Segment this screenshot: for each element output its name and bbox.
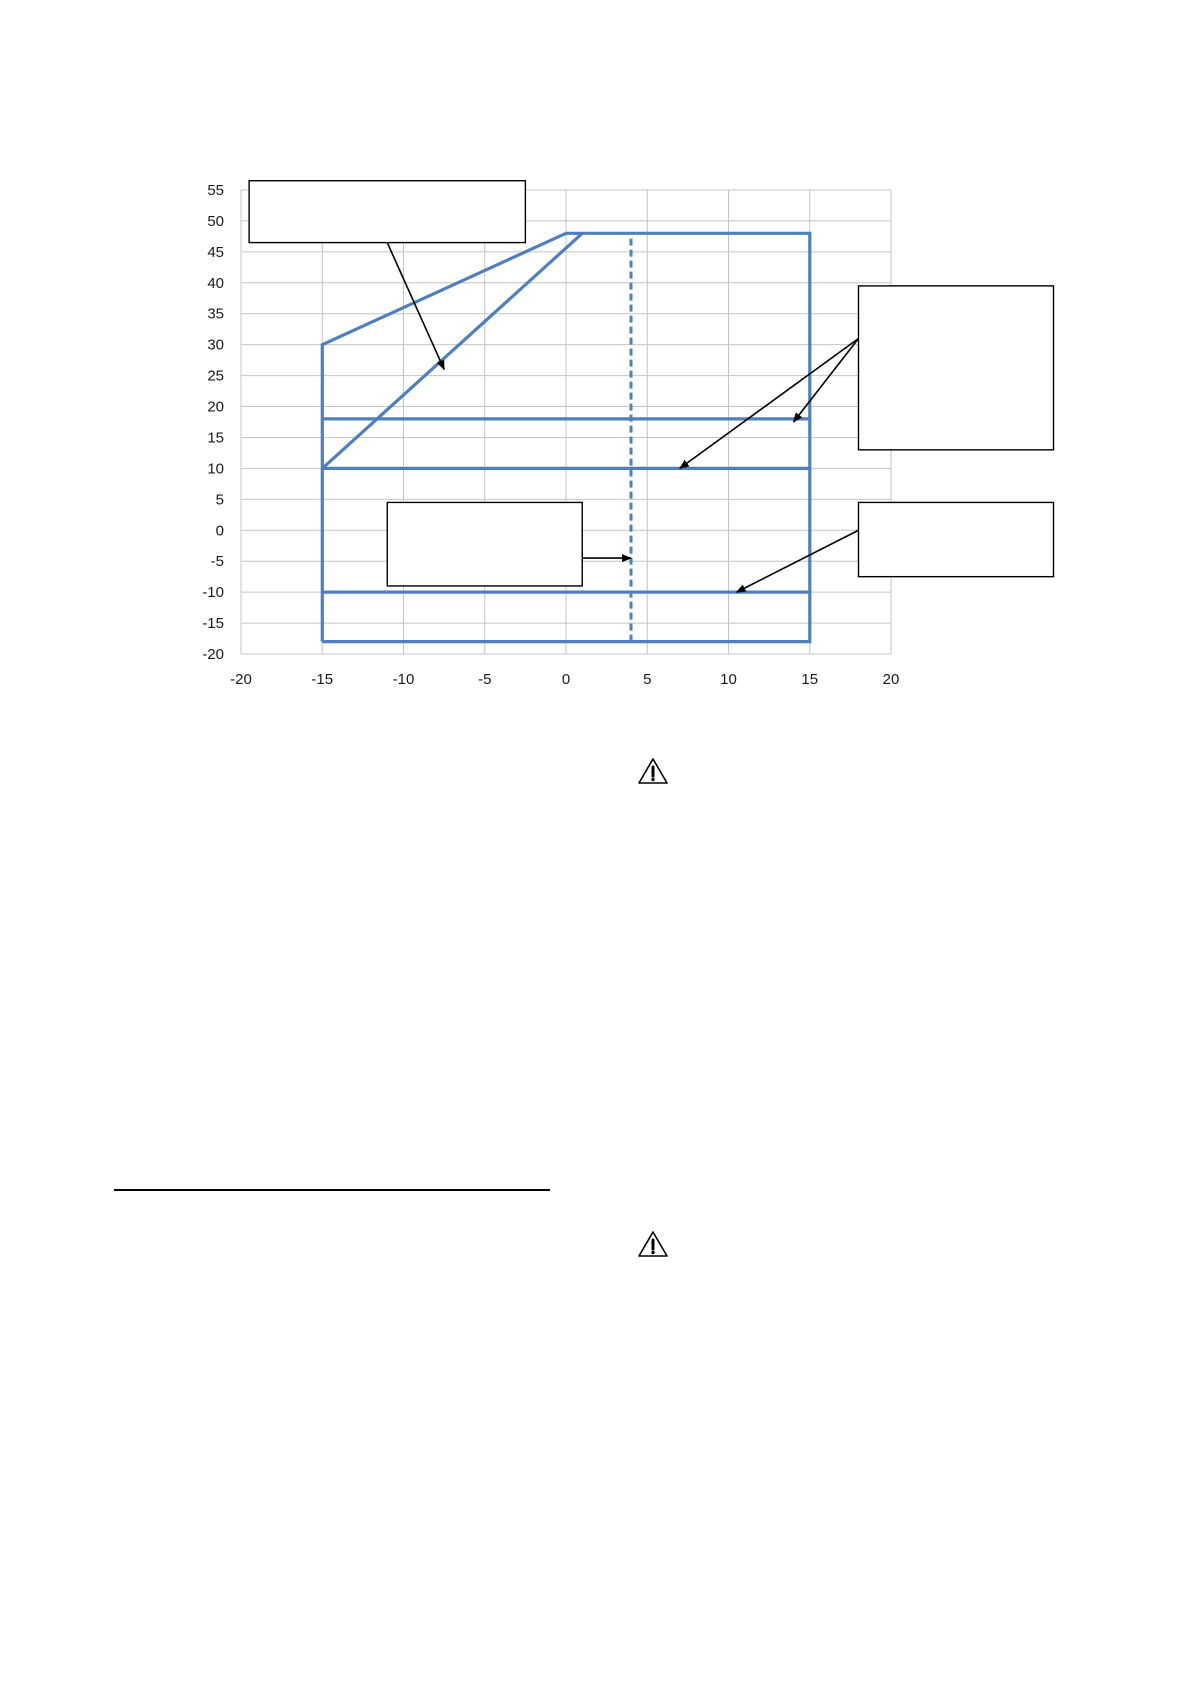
callout-arrow	[387, 243, 444, 370]
chart	[0, 0, 1192, 760]
x-tick-label: -5	[478, 671, 492, 688]
x-tick-label: 20	[882, 671, 900, 688]
tick-labels	[202, 182, 899, 688]
callout-arrow	[680, 338, 859, 468]
callout-box	[387, 502, 582, 586]
callout-1	[249, 181, 525, 370]
callout-3	[737, 502, 1054, 592]
callout-box	[859, 502, 1054, 576]
section-divider	[114, 1189, 550, 1191]
y-tick-label: 5	[215, 491, 224, 509]
y-tick-label: 40	[207, 274, 224, 292]
x-tick-label: -10	[392, 671, 415, 688]
callout-box	[249, 181, 525, 243]
callout-4	[387, 502, 631, 586]
callout-box	[859, 286, 1054, 450]
y-tick-label: 35	[207, 305, 224, 323]
y-tick-label: 10	[207, 460, 224, 478]
x-tick-label: -20	[230, 671, 252, 688]
y-tick-label: -20	[202, 646, 224, 663]
y-tick-label: 0	[215, 522, 224, 540]
y-tick-label: 25	[207, 367, 224, 385]
y-tick-label: 50	[207, 212, 224, 230]
y-tick-label: 15	[207, 429, 224, 447]
y-tick-label: 30	[207, 336, 224, 354]
y-tick-label: 45	[207, 243, 224, 261]
x-tick-label: -15	[311, 671, 334, 688]
y-tick-label: -15	[202, 615, 224, 633]
y-tick-label: -5	[210, 553, 224, 571]
x-tick-label: 15	[801, 671, 819, 688]
x-tick-label: 5	[643, 671, 652, 688]
warning-icon	[637, 757, 669, 785]
y-tick-label: 20	[207, 398, 224, 416]
series-line-2	[322, 233, 582, 468]
x-tick-label: 0	[561, 671, 571, 688]
x-tick-label: 10	[720, 671, 737, 688]
y-tick-label: 55	[207, 182, 224, 199]
y-tick-label: -10	[202, 584, 224, 602]
callout-arrow	[794, 338, 859, 422]
warning-icon	[637, 1230, 669, 1258]
